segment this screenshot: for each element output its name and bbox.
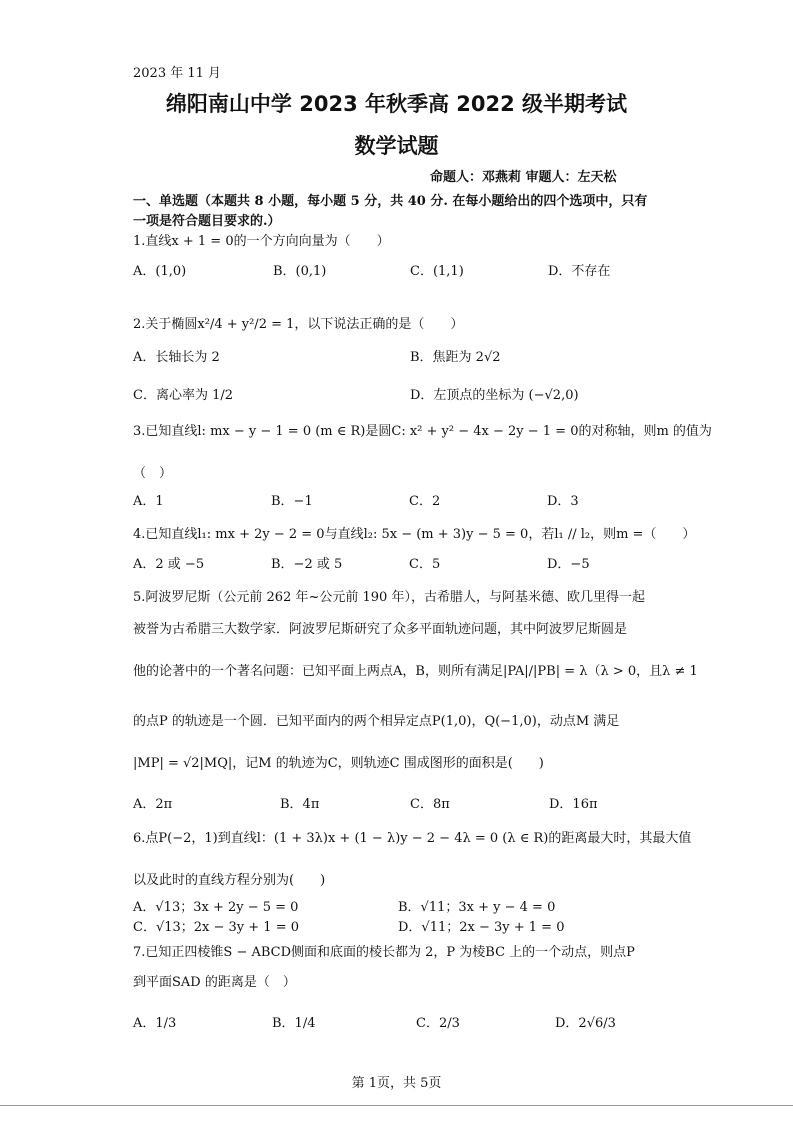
q3-option-c: C．2 — [409, 494, 441, 509]
q7-option-b: B．1/4 — [272, 1016, 316, 1031]
q5-line2: 被誉为古希腊三大数学家．阿波罗尼斯研究了众多平面轨迹问题，其中阿波罗尼斯圆是 — [133, 622, 628, 637]
q6-option-a: A．√13；3x + 2y − 5 = 0 — [133, 900, 299, 915]
q4-option-c: C．5 — [409, 557, 441, 572]
section-heading-line2: 一项是符合题目要求的.） — [133, 214, 281, 229]
q6-option-c: C．√13；2x − 3y + 1 = 0 — [133, 920, 300, 935]
q5-option-b: B．4π — [280, 797, 320, 812]
q4-option-d: D．−5 — [547, 557, 590, 572]
q6-line1: 6.点P(−2，1)到直线l：(1 + 3λ)x + (1 − λ)y − 2 − 4λ = 0 (λ ∈ R)的距离最大时，其最大值 — [133, 831, 692, 846]
q6-option-d: D．√11；2x − 3y + 1 = 0 — [398, 920, 565, 935]
q1-option-d: D．不存在 — [548, 264, 611, 279]
q2-option-d: D．左顶点的坐标为 (−√2,0) — [410, 388, 579, 403]
q5-line1: 5.阿波罗尼斯（公元前 262 年~公元前 190 年），古希腊人，与阿基米德、欧几里得一起 — [133, 590, 645, 605]
q7-option-d: D．2√6/3 — [555, 1016, 616, 1031]
q7-line1: 7.已知正四棱锥S − ABCD侧面和底面的棱长都为 2，P 为棱BC 上的一个动点，则点P — [133, 945, 635, 960]
q4-option-b: B．−2 或 5 — [271, 557, 343, 572]
q2-option-c: C．离心率为 1/2 — [133, 388, 234, 403]
q7-line2: 到平面SAD 的距离是（ ） — [133, 975, 296, 990]
q6-option-b: B．√11；3x + y − 4 = 0 — [398, 900, 556, 915]
q3-paren: （ ） — [133, 466, 173, 481]
q5-option-a: A．2π — [133, 797, 173, 812]
q5-option-d: D．16π — [549, 797, 598, 812]
q5-option-c: C．8π — [410, 797, 450, 812]
q4-option-a: A．2 或 −5 — [133, 557, 205, 572]
q3-option-a: A．1 — [133, 494, 164, 509]
q2-option-b: B．焦距为 2√2 — [410, 350, 501, 365]
page-subtitle: 数学试题 — [354, 134, 439, 158]
q3-stem: 3.已知直线l: mx − y − 1 = 0 (m ∈ R)是圆C: x² + y² − 4x − 2y − 1 = 0的对称轴，则m 的值为 — [133, 424, 712, 439]
q3-option-b: B．−1 — [271, 494, 313, 509]
q1-option-a: A．(1,0) — [133, 264, 187, 279]
page-bottom-divider — [0, 1105, 793, 1106]
q2-option-a: A．长轴长为 2 — [133, 350, 220, 365]
q7-option-c: C．2/3 — [416, 1016, 460, 1031]
q5-line3: 他的论著中的一个著名问题：已知平面上两点A，B，则所有满足|PA|/|PB| = λ（λ > 0，且λ ≠ 1 — [133, 664, 698, 679]
page-title: 绵阳南山中学 2023 年秋季高 2022 级半期考试 — [165, 92, 628, 116]
q5-line5: |MP| = √2|MQ|，记M 的轨迹为C，则轨迹C 围成图形的面积是( ) — [133, 756, 544, 771]
q6-line2: 以及此时的直线方程分别为( ) — [133, 873, 326, 888]
section-heading-line1: 一、单选题（本题共 8 小题，每小题 5 分，共 40 分. 在每小题给出的四个选项中，只有 — [133, 194, 648, 209]
authors-line: 命题人：邓燕莉 审题人：左天松 — [430, 170, 617, 185]
q1-stem: 1.直线x + 1 = 0的一个方向向量为（ ） — [133, 234, 390, 249]
q4-stem: 4.已知直线l₁: mx + 2y − 2 = 0与直线l₂: 5x − (m + 3)y − 5 = 0，若l₁ // l₂，则m =（ ） — [133, 527, 696, 542]
q7-option-a: A．1/3 — [133, 1016, 177, 1031]
q2-stem: 2.关于椭圆x²/4 + y²/2 = 1，以下说法正确的是（ ） — [133, 317, 464, 332]
exam-date: 2023 年 11 月 — [133, 66, 222, 81]
q3-option-d: D．3 — [547, 494, 579, 509]
page-number: 第 1页，共 5页 — [351, 1076, 442, 1091]
q1-option-c: C．(1,1) — [410, 264, 464, 279]
q1-option-b: B．(0,1) — [273, 264, 327, 279]
q5-line4: 的点P 的轨迹是一个圆．已知平面内的两个相异定点P(1,0)，Q(−1,0)，动点M 满足 — [133, 714, 620, 729]
